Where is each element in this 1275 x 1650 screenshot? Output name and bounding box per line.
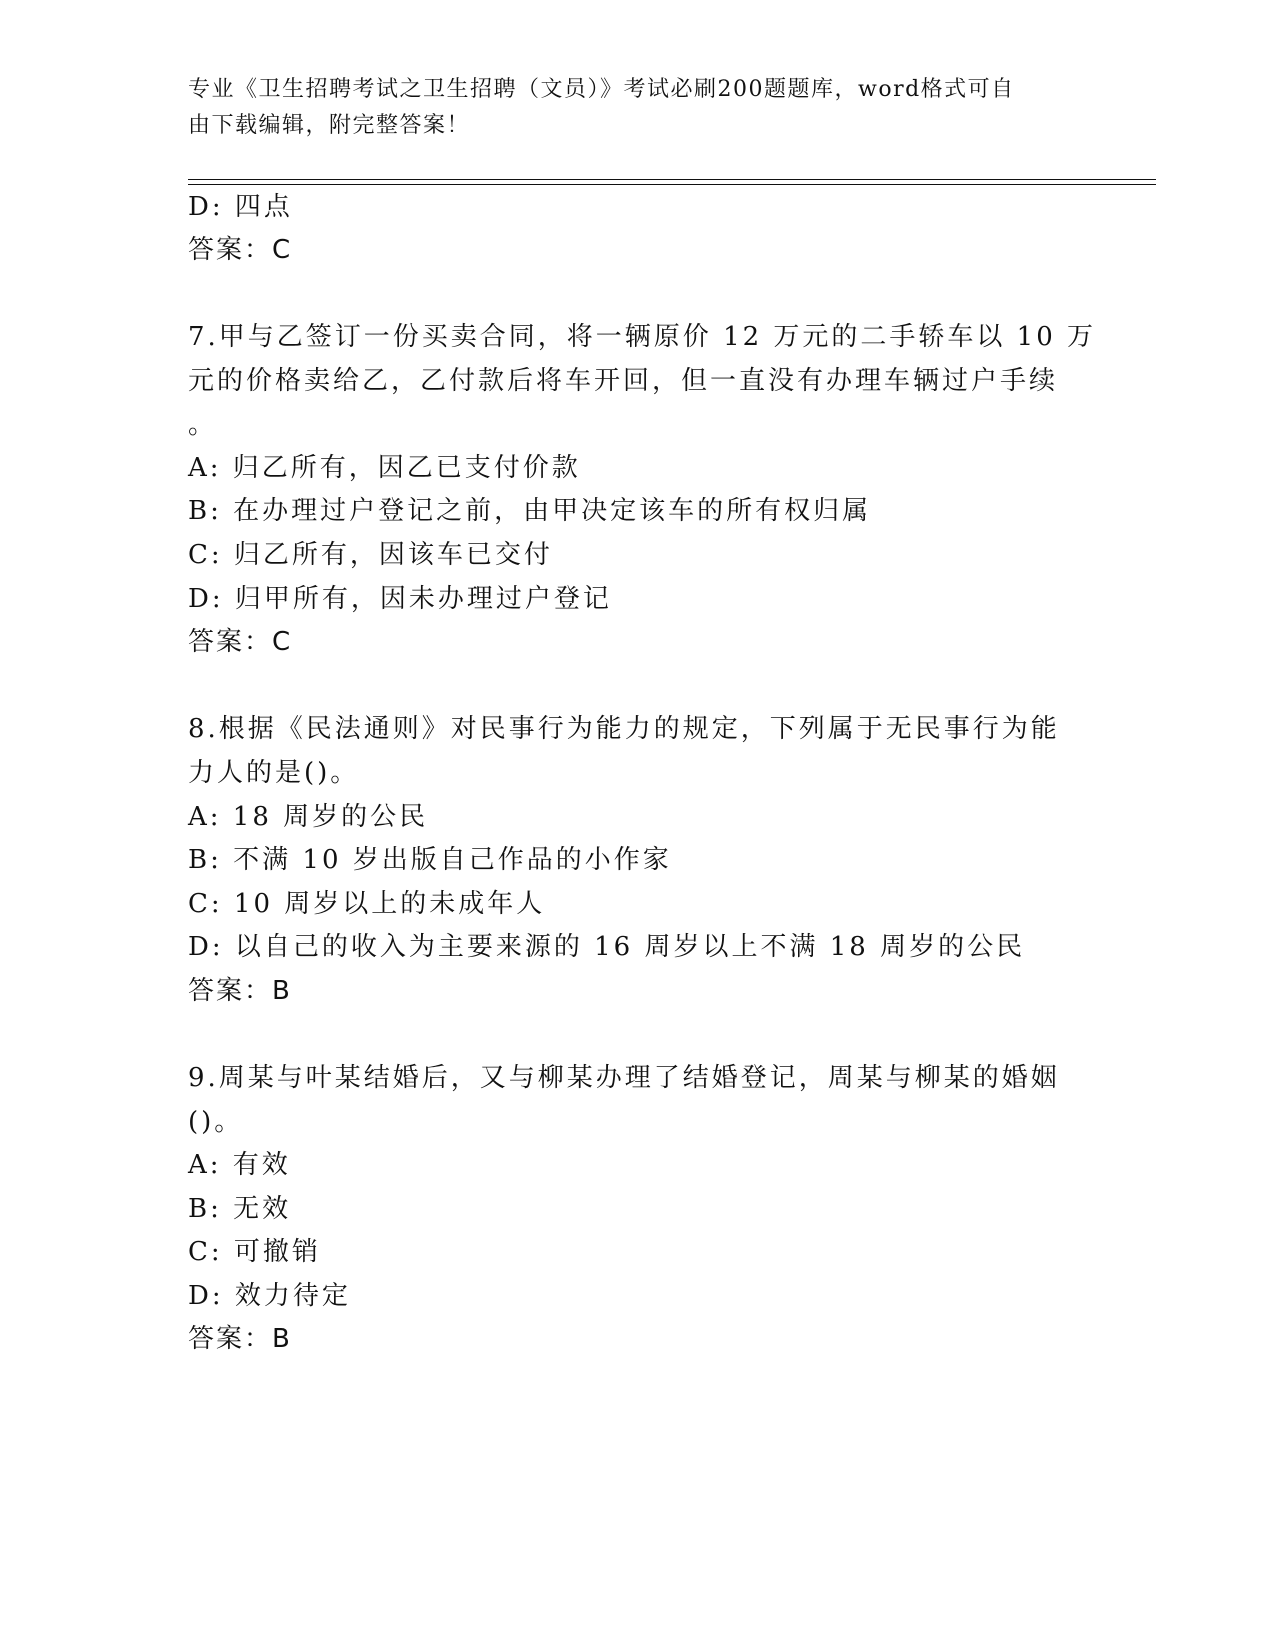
answer: 答案：B (188, 976, 292, 1006)
question-stem-line: ()。 (188, 1107, 244, 1137)
prev-option-d: D: 四点 (188, 192, 293, 222)
question-stem-line: 元的价格卖给乙，乙付款后将车开回，但一直没有办理车辆过户手续 (188, 366, 1059, 396)
option-c: C: 10 周岁以上的未成年人 (188, 889, 546, 919)
header-line-2: 由下载编辑，附完整答案！ (188, 113, 471, 138)
question-stem-line: 8.根据《民法通则》对民事行为能力的规定，下列属于无民事行为能 (188, 714, 1060, 744)
option-b: B: 不满 10 岁出版自己作品的小作家 (188, 845, 672, 875)
question-stem-line: 。 (188, 410, 218, 440)
option-d: D: 以自己的收入为主要来源的 16 周岁以上不满 18 周岁的公民 (188, 932, 1026, 962)
option-b: B: 在办理过户登记之前，由甲决定该车的所有权归属 (188, 496, 872, 526)
option-c: C: 归乙所有，因该车已交付 (188, 540, 553, 570)
option-d: D: 归甲所有，因未办理过户登记 (188, 584, 612, 614)
header-line-1: 专业《卫生招聘考试之卫生招聘（文员）》考试必刷200题题库，word格式可自 (188, 77, 1015, 102)
answer: 答案：B (188, 1324, 292, 1354)
header-divider-bottom (188, 184, 1156, 185)
option-a: A: 有效 (188, 1150, 291, 1180)
prev-answer: 答案：C (188, 235, 293, 265)
answer: 答案：C (188, 627, 293, 657)
option-b: B: 无效 (188, 1194, 292, 1224)
option-c: C: 可撤销 (188, 1237, 321, 1267)
header-divider-top (188, 179, 1156, 180)
option-a: A: 归乙所有，因乙已支付价款 (188, 453, 581, 483)
question-stem-line: 9.周某与叶某结婚后，又与柳某办理了结婚登记，周某与柳某的婚姻 (188, 1063, 1060, 1093)
question-stem-line: 力人的是()。 (188, 758, 360, 788)
option-d: D: 效力待定 (188, 1281, 351, 1311)
document-header (188, 72, 1068, 144)
option-a: A: 18 周岁的公民 (188, 802, 429, 832)
question-stem-line: 7.甲与乙签订一份买卖合同，将一辆原价 12 万元的二手轿车以 10 万 (188, 322, 1097, 352)
